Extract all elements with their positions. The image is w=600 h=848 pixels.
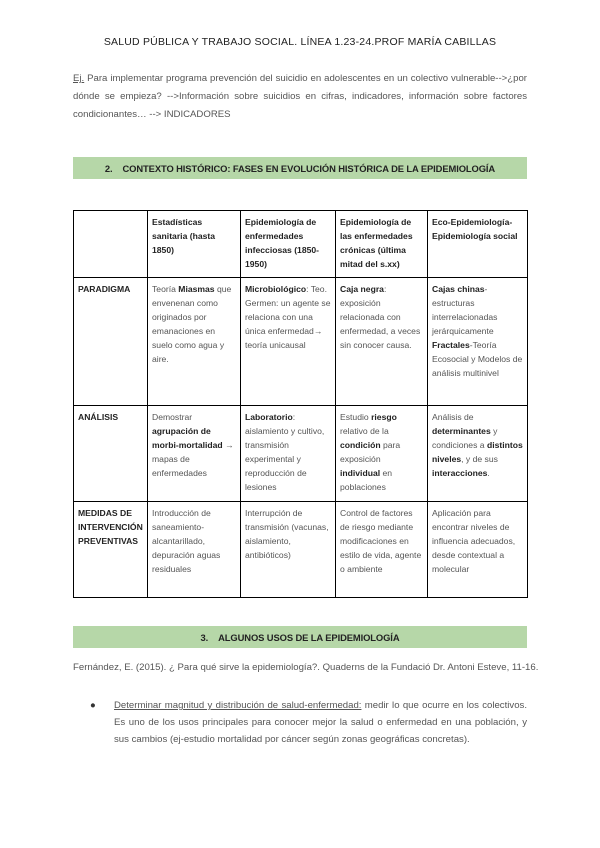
table-cell: Demostrar agrupación de morbi-mortalidad → mapas de enfermedades: [148, 406, 241, 502]
page-header: SALUD PÚBLICA Y TRABAJO SOCIAL. LÍNEA 1.23-24.PROF MARÍA CABILLAS: [103, 36, 497, 48]
column-header: Epidemiología de enfermedades infecciosas (1850-1950): [241, 211, 336, 278]
intro-text: Para implementar programa prevención del suicidio en adolescentes en un colectivo vulnerable-->¿por dónde se empieza? -->Información sobre suicidios en cifras, indicadores, información sobre factores condicionantes… --> INDICADORES: [73, 73, 527, 120]
table-cell: Introducción de saneamiento-alcantarillado, depuración aguas residuales: [148, 502, 241, 598]
table-row-medidas: [74, 502, 528, 598]
section-2-heading: [73, 157, 527, 179]
table-cell: Caja negra: exposición relacionada con enfermedad, a veces sin conocer causa.: [336, 278, 428, 406]
table-cell: Interrupción de transmisión (vacunas, aislamiento, antibióticos): [241, 502, 336, 598]
epidemiology-phases-table: [73, 210, 528, 598]
bullet-item: [90, 697, 527, 748]
table-cell: Laboratorio: aislamiento y cultivo, transmisión experimental y reproducción de lesiones: [241, 406, 336, 502]
table-cell: Análisis de determinantes y condiciones a distintos niveles, y de sus interacciones.: [428, 406, 528, 502]
citation: Fernández, E. (2015). ¿ Para qué sirve la epidemiología?. Quaderns de la Fundació Dr. Antoni Esteve, 11-16.: [73, 662, 539, 673]
row-header: PARADIGMA: [74, 278, 148, 406]
column-header: Eco-Epidemiología-Epidemiología social: [428, 211, 528, 278]
section-2-title: CONTEXTO HISTÓRICO: FASES EN EVOLUCIÓN HISTÓRICA DE LA EPIDEMIOLOGÍA: [122, 162, 496, 174]
section-2-number: 2.: [104, 162, 113, 174]
example-label: Ej.: [73, 73, 85, 84]
table-cell: Teoría Miasmas que envenenan como originados por emanaciones en suelo como agua y aire.: [148, 278, 241, 406]
table-header-row: [74, 211, 528, 278]
table-cell: Estudio riesgo relativo de la condición para exposición individual en poblaciones: [336, 406, 428, 502]
section-3-title: ALGUNOS USOS DE LA EPIDEMIOLOGÍA: [218, 631, 400, 643]
section-3-number: 3.: [200, 631, 209, 643]
table-cell: Cajas chinas-estructuras interrelacionadas jerárquicamente Fractales-Teoría Ecosocial y Modelos de análisis multinivel: [428, 278, 528, 406]
intro-paragraph: [73, 70, 527, 124]
section-3-heading: [73, 626, 527, 648]
bullet-underlined-text: Determinar magnitud y distribución de salud-enfermedad:: [114, 700, 362, 711]
table-cell: Aplicación para encontrar niveles de influencia adecuados, desde contextual a molecular: [428, 502, 528, 598]
bullet-dot-icon: ●: [90, 700, 96, 711]
table-row-analisis: [74, 406, 528, 502]
table-cell: Control de factores de riesgo mediante modificaciones en estilo de vida, agente o ambiente: [336, 502, 428, 598]
table-cell: Microbiológico: Teo. Germen: un agente se relaciona con una única enfermedad→ teoría unicausal: [241, 278, 336, 406]
table-corner-cell: [74, 211, 148, 278]
row-header: ANÁLISIS: [74, 406, 148, 502]
row-header: MEDIDAS DE INTERVENCIÓN PREVENTIVAS: [74, 502, 148, 598]
column-header: Epidemiología de las enfermedades crónicas (última mitad del s.xx): [336, 211, 428, 278]
bullet-text: Determinar magnitud y distribución de salud-enfermedad: medir lo que ocurre en los colectivos. Es uno de los usos principales para conocer mejor la salud o enfermedad en una población, y sus cambios (ej-estudio mortalidad por cáncer según zonas geográficas concretas).: [114, 700, 527, 745]
column-header: Estadísticas sanitaria (hasta 1850): [148, 211, 241, 278]
table-row-paradigma: [74, 278, 528, 406]
